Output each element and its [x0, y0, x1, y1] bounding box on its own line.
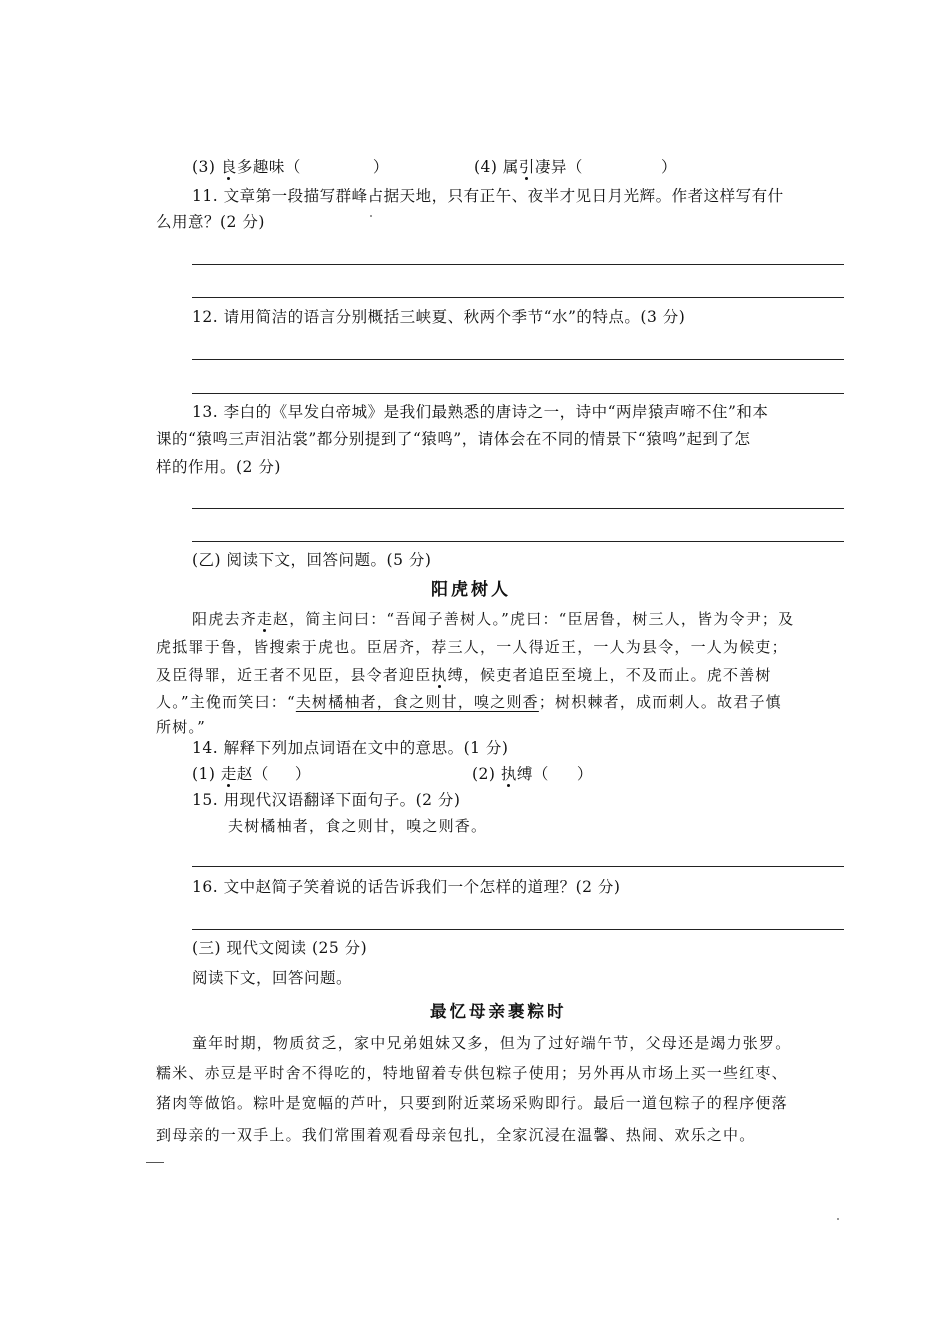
q14-sub-2-number: (2): [472, 765, 501, 783]
q11-answer-line-1[interactable]: [192, 264, 844, 265]
item-4-dotted-char: 引: [518, 158, 535, 176]
q12-answer-line-2[interactable]: [192, 393, 844, 394]
q13-line-2: 课的“猿鸣三声泪沾裳”都分别提到了“猿鸣”，请体会在不同的情景下“猿鸣”起到了怎: [156, 430, 751, 448]
passage-title: 阳虎树人: [431, 580, 511, 600]
essay-title: 最忆母亲裹粽时: [430, 1002, 567, 1021]
passage-underlined-sentence: 夫树橘柚者，食之则甘，嗅之则香: [295, 693, 539, 711]
scan-speck: [837, 1218, 839, 1220]
item-4-close: ）: [660, 158, 677, 176]
scan-speck: [370, 215, 372, 217]
essay-line-1: 童年时期，物质贫乏，家中兄弟姐妹又多，但为了过好端午节，父母还是竭力张罗。: [192, 1034, 792, 1052]
q14-sub-2: [472, 763, 593, 785]
q12-answer-line-1[interactable]: [192, 359, 844, 360]
q14-sub-1-dotted-char: 走: [220, 765, 237, 783]
passage-line-5: 所树。”: [156, 718, 206, 736]
essay-line-4: 到母亲的一双手上。我们常围着观看母亲包扎，全家沉浸在温馨、热闹、欢乐之中。: [156, 1126, 756, 1144]
section-san-heading: (三) 现代文阅读 (25 分): [192, 939, 368, 957]
q13-answer-line-2[interactable]: [192, 541, 844, 542]
item-4: [474, 156, 677, 178]
q14-sub-1-close: ）: [294, 765, 311, 783]
passage-line-4: [156, 691, 782, 713]
passage-line-3: [156, 664, 772, 686]
q14-sub-1-text: 赵（: [236, 765, 269, 783]
q13-line-3: 样的作用。(2 分): [156, 458, 281, 476]
essay-line-3: 猪肉等做馅。粽叶是宽幅的芦叶，只要到附近菜场采购即行。最后一道包粽子的程序便落: [156, 1094, 788, 1112]
item-4-text: 凄异（: [534, 158, 583, 176]
q13-answer-line-1[interactable]: [192, 508, 844, 509]
q14-sub-2-close: ）: [576, 765, 593, 783]
passage-line-1-b: 赵，简主问曰：“吾闻子善树人。”虎曰：“臣居鲁，树三人，皆为令尹；及: [273, 610, 795, 628]
q15-sentence: 夫树橘柚者，食之则甘，嗅之则香。: [228, 817, 488, 835]
q15-line-1: 15. 用现代汉语翻译下面句子。(2 分): [192, 791, 461, 809]
passage-line-4-a: 人。”主俛而笑曰：“: [156, 693, 296, 711]
item-3: [192, 156, 389, 178]
q14-sub-1-number: (1): [192, 765, 221, 783]
item-3-number: (3): [192, 158, 221, 176]
item-3-dotted-char: 良: [220, 158, 237, 176]
section-yi-heading: (乙) 阅读下文，回答问题。(5 分): [192, 551, 432, 569]
q14-sub-2-dotted-char: 执: [500, 765, 517, 783]
q14-sub-1: [192, 763, 311, 785]
essay-line-2: 糯米、赤豆是平时舍不得吃的，特地留着专供包粽子使用；另外再从市场上买一些红枣、: [156, 1064, 788, 1082]
q14-sub-2-text: 缚（: [516, 765, 549, 783]
item-4-text-a: 属: [502, 158, 519, 176]
passage-line-3-a: 及臣得罪，近王者不见臣，县令者迎臣: [156, 666, 432, 684]
passage-dotted-zhi: 执: [431, 666, 448, 684]
passage-dotted-zou: 走: [256, 610, 274, 628]
q16-answer-line[interactable]: [192, 929, 844, 930]
passage-line-4-b: ；树枳棘者，成而刺人。故君子慎: [538, 693, 782, 711]
item-4-number: (4): [474, 158, 503, 176]
item-3-text: 多趣味（: [236, 158, 301, 176]
passage-line-3-b: 缚，候吏者追臣至境上，不及而止。虎不善树: [447, 666, 772, 684]
q11-answer-line-2[interactable]: [192, 297, 844, 298]
reading-instruction: 阅读下文，回答问题。: [192, 969, 353, 987]
q13-line-1: 13. 李白的《早发白帝城》是我们最熟悉的唐诗之一，诗中“两岸猿声啼不住”和本: [192, 403, 769, 421]
q15-answer-line[interactable]: [192, 866, 844, 867]
scan-edge-mark: [146, 1162, 164, 1163]
passage-line-2: 虎抵罪于鲁，皆搜索于虎也。臣居齐，荐三人，一人得近王，一人为县令，一人为候吏；: [156, 638, 788, 656]
q11-line-2: 么用意？(2 分): [156, 213, 265, 231]
passage-line-1: [192, 608, 794, 630]
item-3-close: ）: [372, 158, 389, 176]
q16-line-1: 16. 文中赵简子笑着说的话告诉我们一个怎样的道理？(2 分): [192, 878, 621, 896]
q14-line-1: 14. 解释下列加点词语在文中的意思。(1 分): [192, 739, 509, 757]
q11-line-1: 11. 文章第一段描写群峰占据天地，只有正午、夜半才见日月光辉。作者这样写有什: [192, 187, 784, 205]
passage-line-1-a: 阳虎去齐: [192, 610, 257, 628]
q12-line-1: 12. 请用简洁的语言分别概括三峡夏、秋两个季节“水”的特点。(3 分): [192, 308, 686, 326]
